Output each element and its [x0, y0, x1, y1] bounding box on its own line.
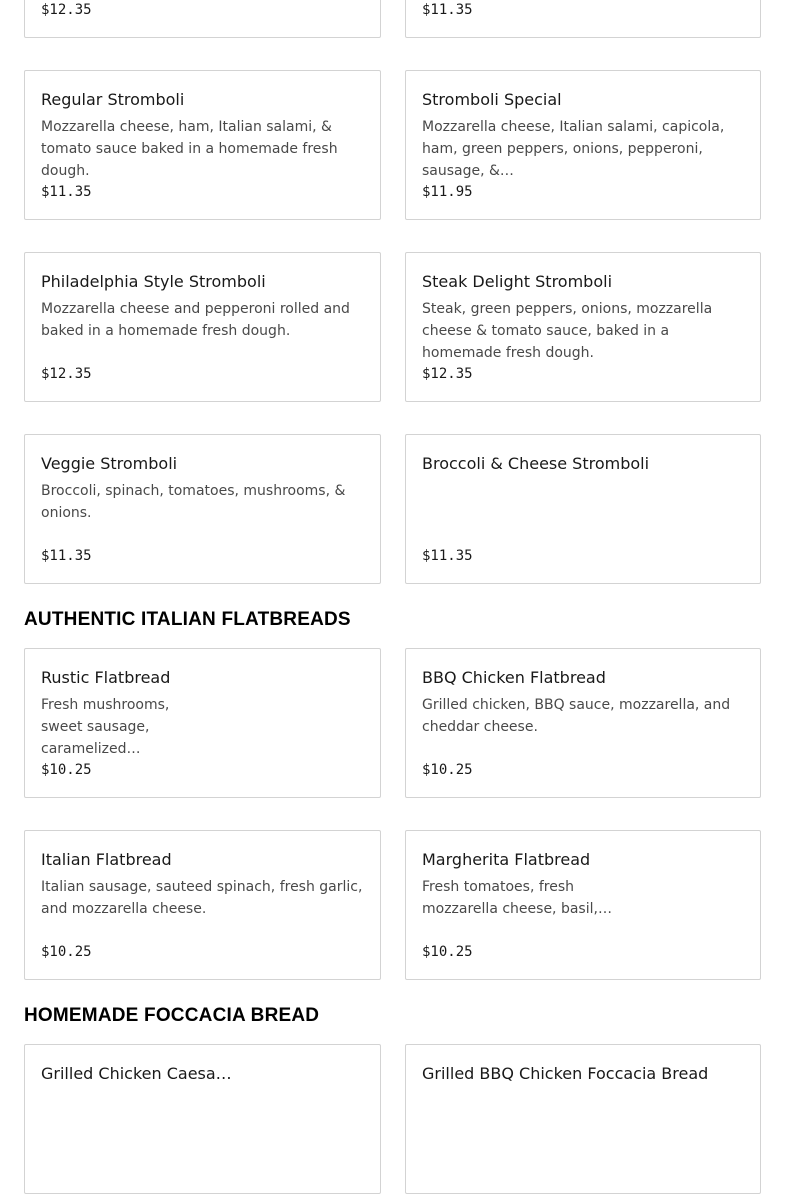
- item-description: Broccoli, spinach, tomatoes, mushrooms, & onions.: [41, 483, 346, 521]
- item-price: $11.35: [422, 548, 473, 564]
- item-description: Fresh tomatoes, fresh mozzarella cheese, basil,…: [422, 879, 612, 917]
- item-name: Rustic Flatbread: [41, 668, 171, 687]
- menu-item-card[interactable]: [405, 1044, 761, 1194]
- item-description: Fresh mushrooms, sweet sausage, caramelized…: [41, 697, 170, 757]
- item-price: $11.95: [422, 184, 473, 200]
- item-name: Italian Flatbread: [41, 850, 172, 869]
- item-name: Grilled Chicken Caesa…: [41, 1064, 232, 1083]
- menu-item-card[interactable]: [24, 70, 381, 220]
- item-price: $11.35: [41, 548, 92, 564]
- menu-item-card[interactable]: [24, 252, 381, 402]
- item-price: $12.35: [422, 366, 473, 382]
- item-price: $10.25: [41, 762, 92, 778]
- item-price: $10.25: [41, 944, 92, 960]
- menu-item-card[interactable]: [405, 252, 761, 402]
- item-name: Margherita Flatbread: [422, 850, 591, 869]
- item-description: Mozzarella cheese and pepperoni rolled and baked in a homemade fresh dough.: [41, 301, 350, 339]
- item-price: $12.35: [41, 2, 92, 18]
- item-name: Steak Delight Stromboli: [422, 272, 613, 291]
- item-description: Grilled chicken, BBQ sauce, mozzarella, and cheddar cheese.: [422, 697, 731, 735]
- item-description: Italian sausage, sauteed spinach, fresh garlic, and mozzarella cheese.: [41, 879, 363, 917]
- item-name: Grilled BBQ Chicken Foccacia Bread: [422, 1064, 709, 1083]
- menu-item-card[interactable]: [405, 0, 761, 38]
- item-price: $11.35: [422, 2, 473, 18]
- item-price: $10.25: [422, 762, 473, 778]
- item-description: Mozzarella cheese, ham, Italian salami, & tomato sauce baked in a homemade fresh dough.: [41, 119, 338, 179]
- item-name: Stromboli Special: [422, 90, 562, 109]
- item-name: Philadelphia Style Stromboli: [41, 272, 266, 291]
- item-price: $12.35: [41, 366, 92, 382]
- menu-item-card[interactable]: [24, 1044, 381, 1194]
- item-price: $11.35: [41, 184, 92, 200]
- item-name: Broccoli & Cheese Stromboli: [422, 454, 650, 473]
- item-name: Veggie Stromboli: [41, 454, 178, 473]
- item-price: $10.25: [422, 944, 473, 960]
- menu-item-card[interactable]: [405, 648, 761, 798]
- menu-item-card[interactable]: [24, 830, 381, 980]
- item-name: Regular Stromboli: [41, 90, 185, 109]
- menu-item-card[interactable]: [24, 0, 381, 38]
- item-description: Mozzarella cheese, Italian salami, capicola, ham, green peppers, onions, pepperoni, sausage, &…: [422, 119, 725, 179]
- section-title-flatbreads: AUTHENTIC ITALIAN FLATBREADS: [24, 609, 351, 630]
- section-title-foccacia: HOMEMADE FOCCACIA BREAD: [24, 1005, 320, 1026]
- menu-item-card[interactable]: [405, 70, 761, 220]
- menu-item-card[interactable]: [405, 830, 761, 980]
- menu-item-card[interactable]: [24, 434, 381, 584]
- item-description: Steak, green peppers, onions, mozzarella cheese & tomato sauce, baked in a homemade fresh dough.: [422, 301, 713, 361]
- item-name: BBQ Chicken Flatbread: [422, 668, 606, 687]
- menu-item-card[interactable]: [405, 434, 761, 584]
- menu-item-card[interactable]: [24, 648, 381, 798]
